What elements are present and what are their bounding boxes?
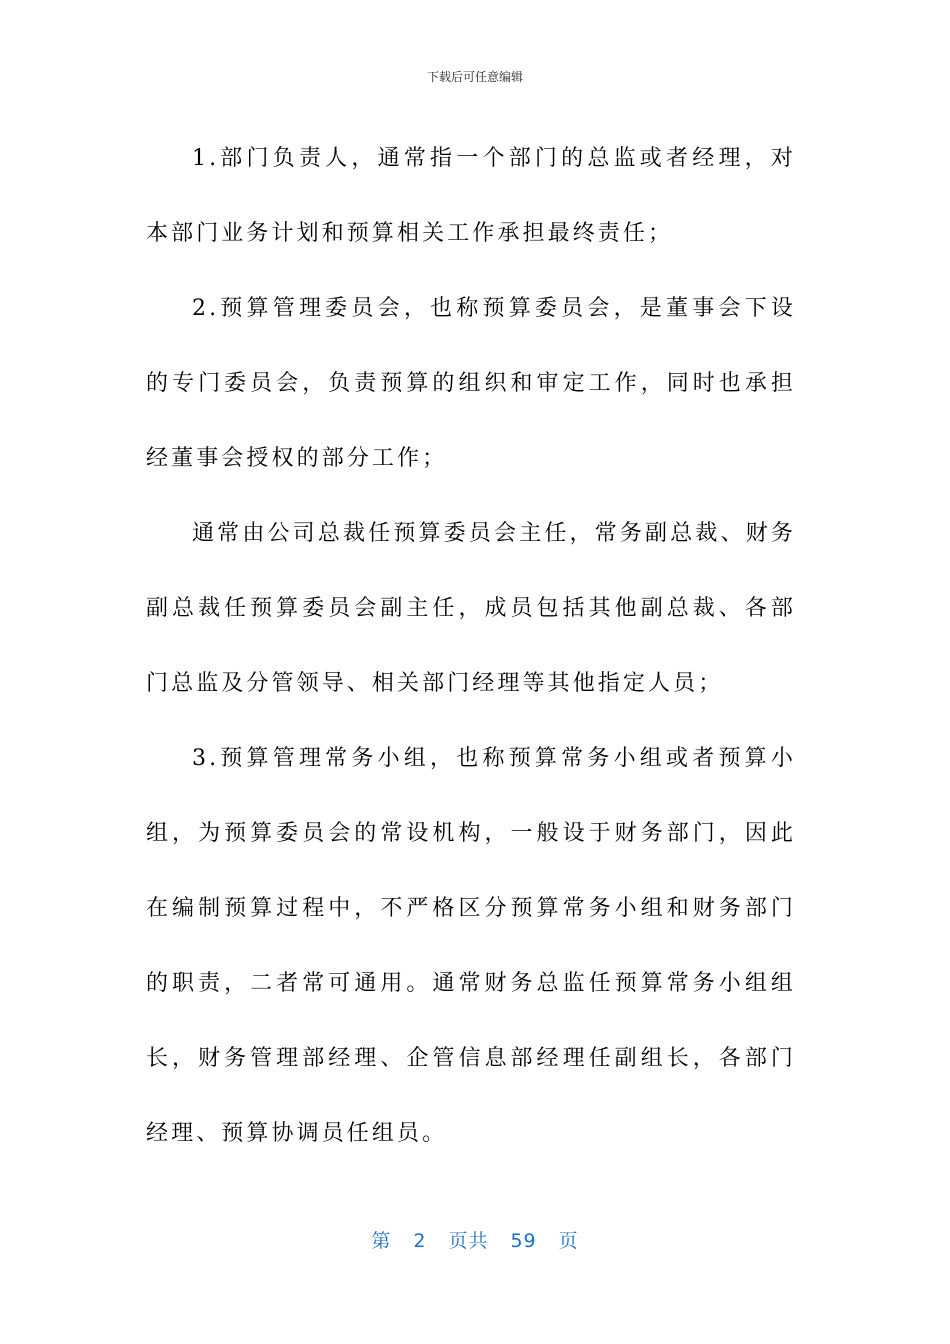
footer-suffix: 页 xyxy=(558,1230,579,1252)
paragraph-1: 1.部门负责人，通常指一个部门的总监或者经理，对本部门业务计划和预算相关工作承担最终责任； xyxy=(146,146,796,246)
footer-middle: 页共 xyxy=(448,1230,489,1252)
paragraph-3: 通常由公司总裁任预算委员会主任，常务副总裁、财务副总裁任预算委员会副主任，成员包括其他副总裁、各部门总监及分管领导、相关部门经理等其他指定人员； xyxy=(146,521,796,696)
paragraph-2: 2.预算管理委员会，也称预算委员会，是董事会下设的专门委员会，负责预算的组织和审定工作，同时也承担经董事会授权的部分工作； xyxy=(146,296,796,471)
page-footer xyxy=(0,1226,950,1253)
footer-current-page: 2 xyxy=(413,1230,427,1252)
footer-total-pages: 59 xyxy=(510,1230,537,1252)
document-body xyxy=(146,121,796,1171)
footer-prefix: 第 xyxy=(371,1230,392,1252)
header-note: 下载后可任意编辑 xyxy=(426,70,523,84)
paragraph-4: 3.预算管理常务小组，也称预算常务小组或者预算小组，为预算委员会的常设机构，一般设于财务部门，因此在编制预算过程中，不严格区分预算常务小组和财务部门的职责，二者常可通用。通常财务总监任预算常务小组组长，财务管理部经理、企管信息部经理任副组长，各部门经理、预算协调员任组员。 xyxy=(146,746,796,1146)
